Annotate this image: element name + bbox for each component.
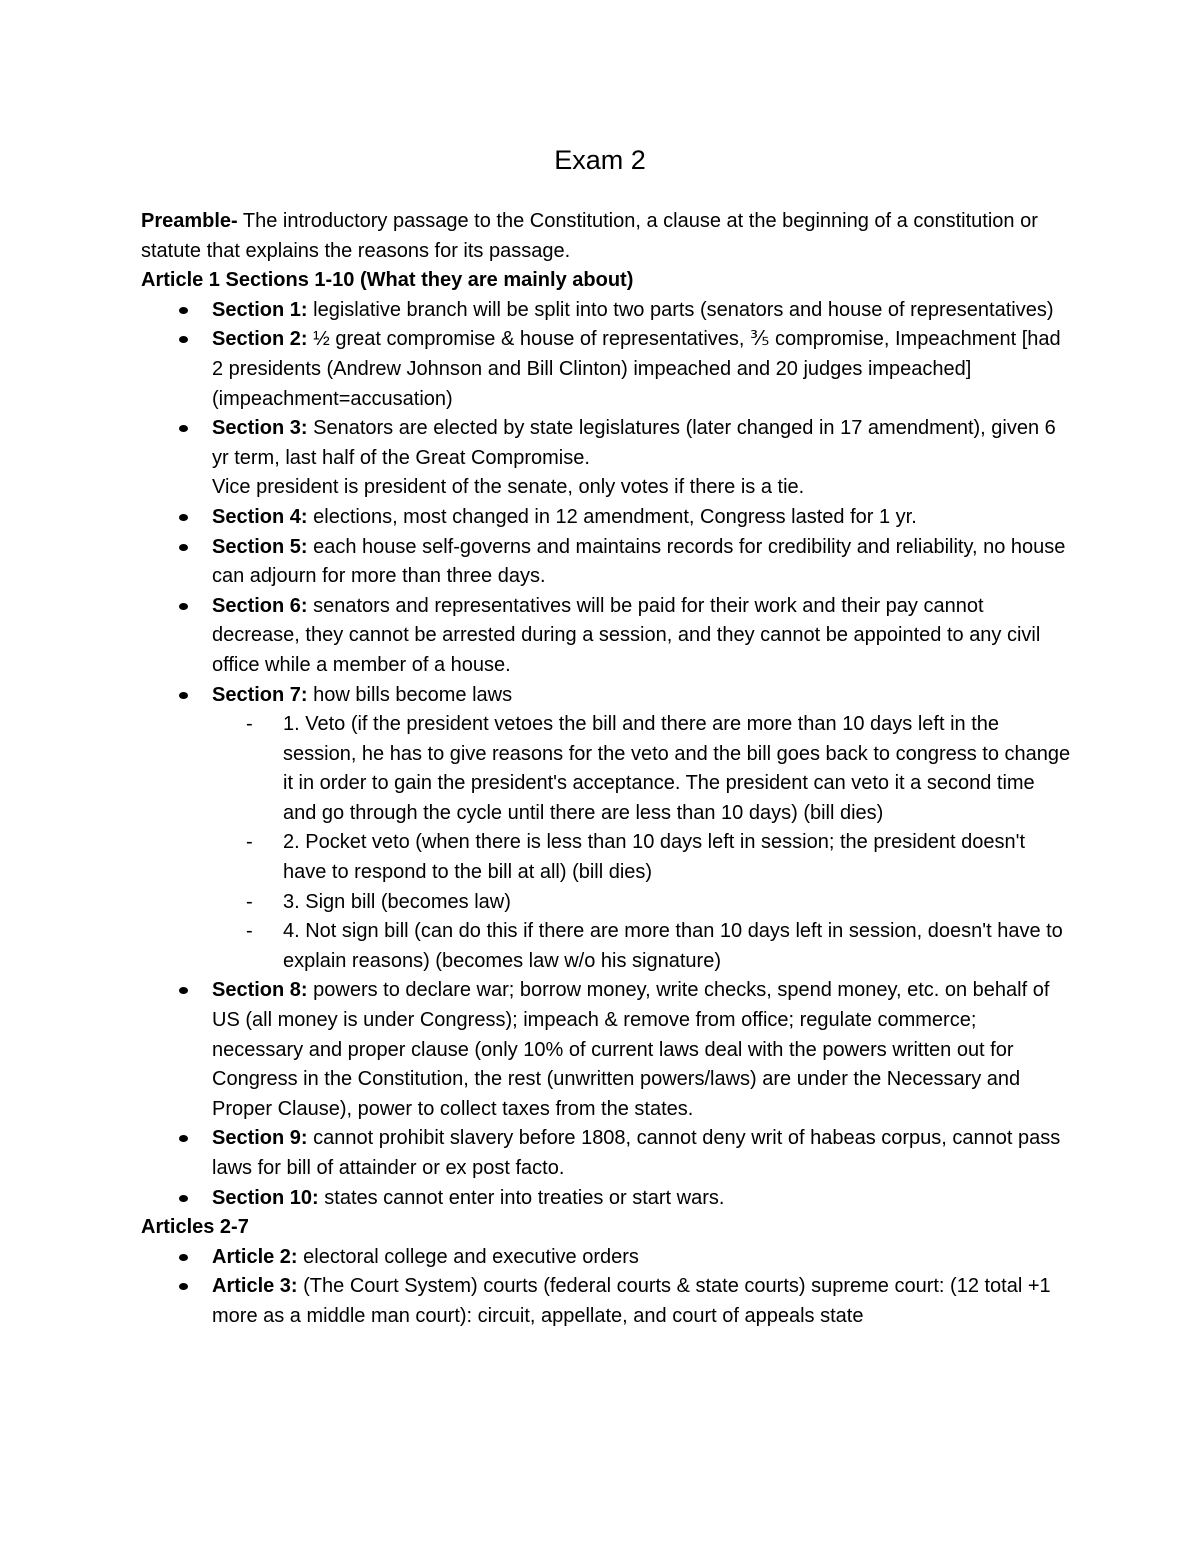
bullet-dot-icon — [179, 987, 188, 994]
step-text: 4. Not sign bill (can do this if there are more than 10 days left in session, doesn't have to explain reasons) (becomes law w/o his signature) — [283, 920, 1063, 972]
list-item-article-2 — [212, 1243, 1071, 1273]
section-label: Section 8: — [212, 979, 308, 1002]
list-item-step — [246, 828, 1071, 887]
section-label: Section 5: — [212, 535, 308, 558]
step-text: 3. Sign bill (becomes law) — [283, 890, 511, 913]
list-item-section-9 — [212, 1124, 1071, 1183]
dash-marker-icon: - — [246, 920, 253, 943]
section-label: Section 6: — [212, 594, 308, 617]
bullet-dot-icon — [179, 336, 188, 343]
step-text: 1. Veto (if the president vetoes the bill and there are more than 10 days left in the session, he has to give reasons for the veto and the bill goes back to congress to change it in order to gain the president's acceptance. The president can veto it a second time and go through the cycle until there are less than 10 days) (bill dies) — [283, 713, 1071, 824]
list-item-article-3 — [212, 1272, 1071, 1331]
section-text: Senators are elected by state legislatures (later changed in 17 amendment), given 6 yr term, last half of the Great Compromise. — [212, 417, 1056, 469]
dash-marker-icon: - — [246, 890, 253, 913]
bullet-dot-icon — [179, 1195, 188, 1202]
section-text: legislative branch will be split into two parts (senators and house of representatives) — [307, 298, 1054, 321]
section-label: Section 1: — [212, 298, 308, 321]
preamble-term: Preamble- — [141, 210, 238, 232]
article-text: (The Court System) courts (federal courts & state courts) supreme court: (12 total +1 more as a middle man court): circuit, appellate, and court of appeals state — [212, 1275, 1051, 1327]
preamble-paragraph — [141, 207, 1071, 266]
section-text: powers to declare war; borrow money, write checks, spend money, etc. on behalf of US (all money is under Congress); impeach & remove from office; regulate commerce; necessary and proper clause (only 10% of current laws deal with the powers written out for Congress in the Constitution, the rest (unwritten powers/laws) are under the Necessary and Proper Clause), power to collect taxes from the states. — [212, 979, 1050, 1120]
section-text: states cannot enter into treaties or start wars. — [318, 1186, 725, 1209]
bullet-dot-icon — [179, 1283, 188, 1290]
list-item-section-3 — [212, 414, 1071, 503]
articles-list — [141, 1243, 1071, 1332]
article-label: Article 2: — [212, 1245, 298, 1268]
bullet-dot-icon — [179, 425, 188, 432]
list-item-section-1 — [212, 296, 1071, 326]
article-label: Article 3: — [212, 1275, 298, 1298]
bullet-dot-icon — [179, 514, 188, 521]
section-text: how bills become laws — [307, 683, 513, 706]
list-item-section-2 — [212, 325, 1071, 414]
article1-section-list — [141, 296, 1071, 1213]
list-item-step — [246, 917, 1071, 976]
article1-heading: Article 1 Sections 1-10 (What they are mainly about) — [141, 269, 634, 292]
list-item-section-8 — [212, 976, 1071, 1124]
section-text: cannot prohibit slavery before 1808, cannot deny writ of habeas corpus, cannot pass laws for bill of attainder or ex post facto. — [212, 1127, 1061, 1179]
section-text: ½ great compromise & house of representatives, ⅗ compromise, Impeachment [had 2 presidents (Andrew Johnson and Bill Clinton) impeached and 20 judges impeached] (impeachment=accusation) — [212, 328, 1061, 410]
bullet-dot-icon — [179, 544, 188, 551]
list-item-section-6 — [212, 592, 1071, 681]
list-item-step — [246, 710, 1071, 828]
dash-marker-icon: - — [246, 831, 253, 854]
section-text: senators and representatives will be paid for their work and their pay cannot decrease, they cannot be arrested during a session, and they cannot be appointed to any civil office while a member of a house. — [212, 594, 1041, 676]
bullet-dot-icon — [179, 1254, 188, 1261]
section-label: Section 9: — [212, 1127, 308, 1150]
step-text: 2. Pocket veto (when there is less than 10 days left in session; the president doesn't have to respond to the bill at all) (bill dies) — [283, 831, 1026, 884]
section-text-continued: Vice president is president of the senate, only votes if there is a tie. — [212, 476, 805, 499]
bullet-dot-icon — [179, 1135, 188, 1142]
section-text: elections, most changed in 12 amendment, Congress lasted for 1 yr. — [307, 505, 917, 528]
list-item-section-10 — [212, 1184, 1071, 1214]
list-item-step — [246, 888, 1071, 918]
dash-marker-icon: - — [246, 713, 253, 736]
preamble-definition: The introductory passage to the Constitution, a clause at the beginning of a constitution or statute that explains the reasons for its passage. — [141, 210, 1038, 262]
bullet-dot-icon — [179, 603, 188, 610]
document-body — [141, 207, 1071, 1332]
articles-heading: Articles 2-7 — [141, 1216, 249, 1239]
section-label: Section 2: — [212, 328, 308, 351]
list-item-section-5 — [212, 533, 1071, 592]
article-text: electoral college and executive orders — [297, 1245, 639, 1268]
bullet-dot-icon — [179, 307, 188, 314]
section-label: Section 4: — [212, 505, 308, 528]
page-title: Exam 2 — [554, 145, 646, 175]
section-label: Section 7: — [212, 683, 308, 706]
list-item-section-4 — [212, 503, 1071, 533]
bullet-dot-icon — [179, 692, 188, 699]
section-text: each house self-governs and maintains records for credibility and reliability, no house can adjourn for more than three days. — [212, 535, 1066, 588]
section7-steps-list — [212, 710, 1071, 976]
list-item-section-7 — [212, 681, 1071, 977]
section-label: Section 10: — [212, 1186, 319, 1209]
section-label: Section 3: — [212, 417, 308, 440]
